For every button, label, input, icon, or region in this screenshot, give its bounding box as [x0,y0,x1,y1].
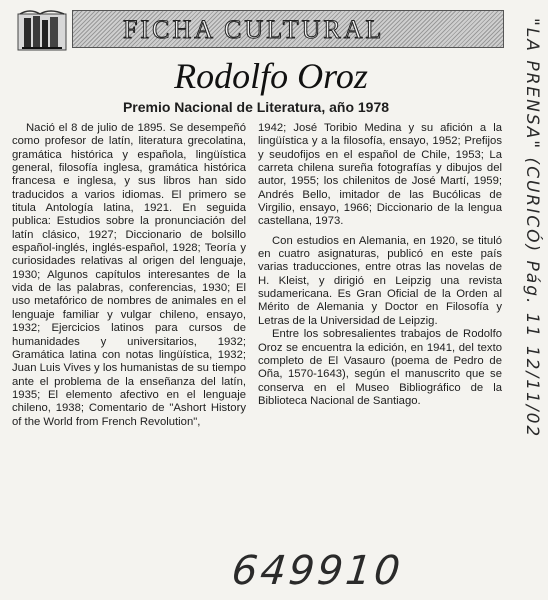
books-logo-icon [16,8,68,52]
left-column [12,122,246,429]
section-label: FICHA CULTURAL [123,15,385,44]
handwritten-catalog-number: 649910 [229,548,406,594]
article-subtitle: Premio Nacional de Literatura, año 1978 [122,99,390,115]
paragraph: Con estudios en Alemania, en 1920, se tituló en cuatro asignaturas, publicó en este país varias traducciones, entre otras las novelas de H. Kleist, y dirigió en Leipzig una revista sudamericana. Es Gran Oficial de la Orden al Mérito de Alemania y Doctor en Filosofía y Letras de la Universidad de Leipzig. [258,234,502,327]
newspaper-clipping [6,4,506,544]
handwritten-margin-note [508,10,544,439]
right-column [258,122,502,408]
margin-note-text: "LA PRENSA" (CURICÓ) Pág. 11 12/11/02 [522,18,542,439]
article-title: Rodolfo Oroz [174,56,368,96]
paragraph: 1942; José Toribio Medina y su afición a la lingüística y a la filosofía, ensayo, 1952; Prefijos y seudofijos en el español de Chile, 1953; La carreta chilena sureña fotografías y dibujos del autor, 1955; los chilenitos de José Martí, 1959; Andrés Bello, imitador de las Bucólicas de Virgilio, ensayo, 1966; Diccionario de la lengua castellana, 1973. [258,122,502,228]
section-banner [72,10,504,48]
paragraph: Nació el 8 de julio de 1895. Se desempeñó como profesor de latín, literatura grecolatina, gramática histórica y española, lingüística general, filosofía inglesa, gramática histórica francesa e inglesa, y sus libros han sido traducidos a varios idiomas. El primero se titula Antología latina, 1921. En seguida publica: Estudios sobre la pronunciación del latín clásico, 1927; Diccionario de bolsillo español-inglés, inglés-español, 1928; Teoría y curiosidades relativas al origen del lenguaje, 1930; Algunos capítulos interesantes de la vida de las palabras, conferencias, 1930; El uso metafórico de nombres de animales en el lenguaje familiar y vulgar chileno, ensayo, 1932; Ejercicios latinos para cursos de humanidades y universitarios, 1932; Gramática latina con notas lingüística, 1932; Juan Luis Vives y los humanistas de su tiempo ante el problema de la enseñanza del latín, 1935; El elemento afectivo en el lenguaje chileno, 1938; Comentario de "Ashort History of the World from French Revolution", [12,122,247,428]
paragraph: Entre los sobresalientes trabajos de Rodolfo Oroz se encuentra la edición, en 1941, del texto completo de El Vasauro (poema de Pedro de Oña, 1570-1643), según el manuscrito que se conserva en el Museo Bibliográfico de la Biblioteca Nacional de Santiago. [258,328,502,407]
